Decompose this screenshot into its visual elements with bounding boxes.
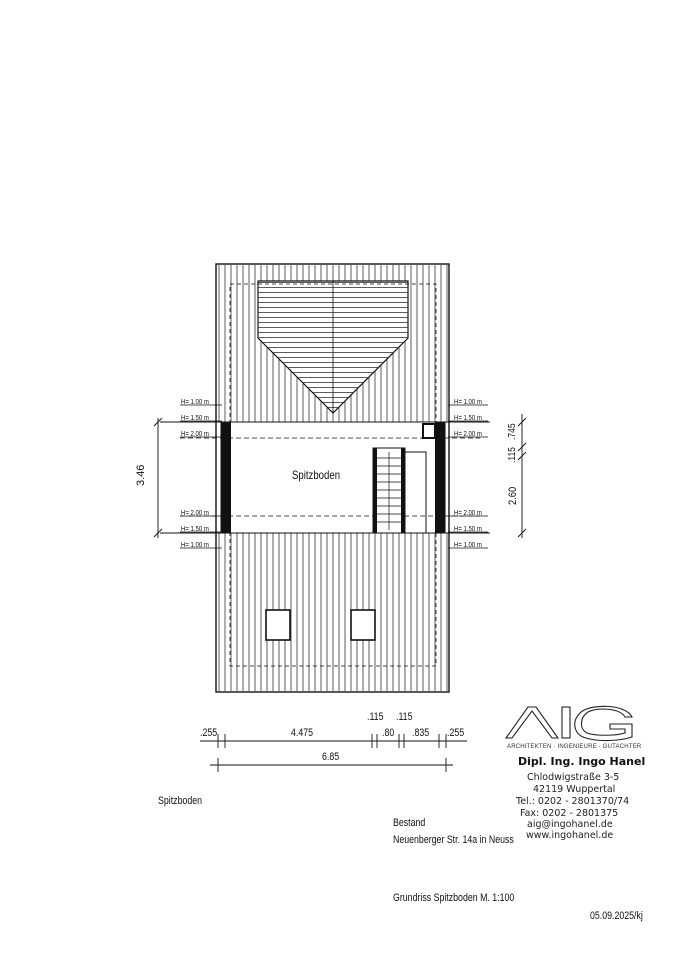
skylight-right	[351, 610, 375, 640]
stair-wall-left	[373, 448, 377, 533]
wall-right	[435, 422, 445, 533]
dim-label-left-vertical: 3.46	[135, 464, 147, 486]
height-label-left-3: H= 2.00 m	[181, 429, 209, 438]
height-label-right-3: H= 2.00 m	[454, 429, 482, 438]
roof-hatch-bottom	[217, 533, 448, 691]
height-label-right-1: H= 1.00 m	[454, 397, 482, 406]
skylight-left	[266, 610, 290, 640]
height-label-right-4: H= 2.00 m	[454, 508, 482, 517]
height-label-left-6: H= 1.00 m	[181, 540, 209, 549]
wall-left	[221, 422, 231, 533]
dim-label-255-left: .255	[200, 727, 218, 739]
logo-wordmark	[506, 706, 508, 707]
height-label-right-5: H= 1.50 m	[454, 524, 482, 533]
height-label-left-5: H= 1.50 m	[181, 524, 209, 533]
dim-label-right-mid: .115	[507, 447, 518, 463]
drawing-date: 05.09.2025/kj	[590, 910, 643, 922]
bestand-label: Bestand	[393, 817, 426, 829]
office-email: aig@ingohanel.de	[527, 819, 613, 830]
aig-logo	[506, 706, 632, 740]
room-label: Spitzboden	[292, 468, 341, 482]
drawing-title: Grundriss Spitzboden M. 1:100	[393, 892, 515, 904]
office-web: www.ingohanel.de	[526, 830, 614, 841]
office-street: Chlodwigstraße 3-5	[527, 772, 620, 783]
address-label: Neuenberger Str. 14a in Neuss	[393, 834, 514, 846]
sheet-left-label: Spitzboden	[158, 795, 203, 807]
dim-label-right-small: .745	[507, 423, 518, 440]
office-fax: Fax: 0202 - 2801375	[520, 808, 619, 819]
office-tel: Tel.: 0202 - 2801370/74	[516, 796, 630, 807]
height-label-left-2: H= 1.50 m	[181, 413, 209, 422]
dim-label-top-115-b: .115	[396, 711, 413, 723]
logo-subtitle: ARCHITEKTEN · INGENIEURE · GUTACHTER	[507, 744, 642, 750]
height-label-right-6: H= 1.00 m	[454, 540, 482, 549]
stair-wall-right	[401, 448, 405, 533]
height-label-left-1: H= 1.00 m	[181, 397, 209, 406]
height-label-left-4: H= 2.00 m	[181, 508, 209, 517]
dim-label-top-115-a: .115	[367, 711, 384, 723]
dim-label-total: 6.85	[322, 751, 340, 763]
dim-label-255-right: .255	[447, 727, 465, 739]
dim-label-835: .835	[412, 727, 430, 739]
office-city: 42119 Wuppertal	[533, 784, 616, 795]
chimney	[423, 424, 435, 438]
dim-label-right-large: 2.60	[507, 486, 519, 505]
height-label-right-2: H= 1.50 m	[454, 413, 482, 422]
office-name: Dipl. Ing. Ingo Hanel	[518, 755, 646, 768]
dim-label-80: .80	[382, 727, 395, 739]
dim-label-4475: 4.475	[291, 727, 314, 739]
